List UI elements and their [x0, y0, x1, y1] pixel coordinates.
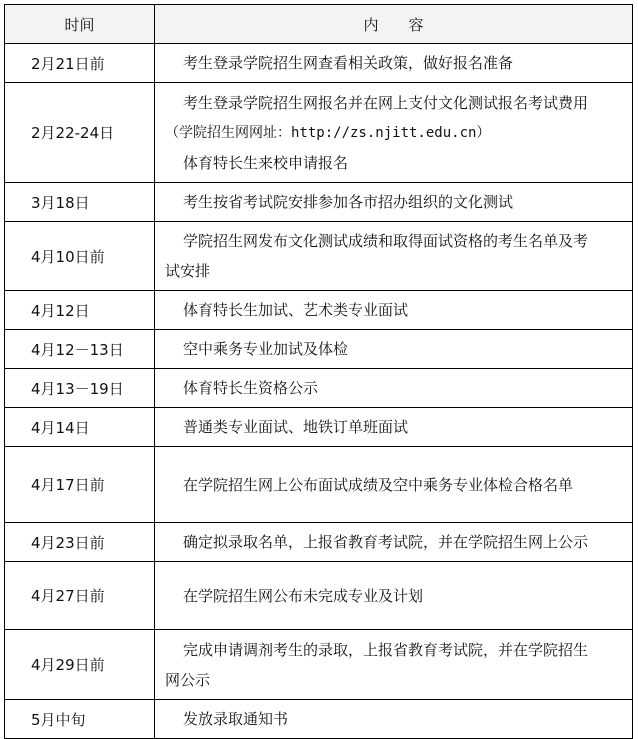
- admission-schedule-table: [4, 4, 633, 739]
- row-time: 3月18日: [5, 183, 155, 222]
- table-header-row: [5, 5, 633, 44]
- row-content: [155, 562, 633, 630]
- row-time: 4月27日前: [5, 562, 155, 630]
- table-row: [5, 83, 633, 183]
- row-time: 4月23日前: [5, 523, 155, 562]
- table-row: [5, 447, 633, 523]
- table-row: [5, 408, 633, 447]
- row-content-line: 考生登录学院招生网报名并在网上支付文化测试报名考试费用: [183, 93, 589, 112]
- table-row: [5, 183, 633, 222]
- row-content-line: 体育特长生来校申请报名: [183, 153, 349, 172]
- row-time: 4月12日: [5, 291, 155, 330]
- table-row: [5, 369, 633, 408]
- header-time: 时间: [5, 5, 155, 44]
- row-time: 4月12－13日: [5, 330, 155, 369]
- row-content: [155, 183, 633, 222]
- row-content-line: 在学院招生网公布未完成专业及计划: [183, 586, 424, 605]
- row-time: 4月10日前: [5, 222, 155, 291]
- table-row: [5, 44, 633, 83]
- row-time: 4月29日前: [5, 630, 155, 700]
- row-content: [155, 523, 633, 562]
- row-content-line: 考生登录学院招生网查看相关政策，做好报名准备: [183, 54, 514, 72]
- table-row: [5, 330, 633, 369]
- header-content: 内 容: [155, 5, 633, 44]
- row-time: 5月中旬: [5, 700, 155, 739]
- row-time: 4月13－19日: [5, 369, 155, 408]
- row-content-line: 网公示: [165, 670, 211, 689]
- row-content-line: 体育特长生加试、艺术类专业面试: [183, 301, 409, 319]
- row-time: 2月21日前: [5, 44, 155, 83]
- table-row: [5, 523, 633, 562]
- table-row: [5, 291, 633, 330]
- row-content-line: 考生按省考试院安排参加各市招办组织的文化测试: [183, 193, 514, 211]
- row-content: [155, 291, 633, 330]
- row-content: [155, 330, 633, 369]
- row-content-line: 体育特长生资格公示: [183, 379, 319, 397]
- table-row: [5, 562, 633, 630]
- row-content-line: 完成申请调剂考生的录取，上报省教育考试院，并在学院招生: [183, 640, 589, 659]
- row-content: [155, 44, 633, 83]
- row-content-line: 试安排: [165, 262, 211, 280]
- row-content-line: 确定拟录取名单，上报省教育考试院，并在学院招生网上公示: [183, 533, 589, 551]
- row-time: 4月17日前: [5, 447, 155, 523]
- row-content-line: 学院招生网发布文化测试成绩和取得面试资格的考生名单及考: [183, 232, 589, 250]
- row-content: [155, 630, 633, 700]
- row-content: [155, 447, 633, 523]
- table-row: [5, 222, 633, 291]
- row-content: [155, 83, 633, 183]
- row-time: 2月22-24日: [5, 83, 155, 183]
- row-content: [155, 222, 633, 291]
- row-content-line: （学院招生网网址：http://zs.njitt.edu.cn）: [165, 124, 491, 141]
- row-content-line: 空中乘务专业加试及体检: [183, 340, 349, 358]
- row-content-line: 发放录取通知书: [183, 710, 289, 728]
- row-content: [155, 700, 633, 739]
- table-row: [5, 630, 633, 700]
- row-content-line: 在学院招生网上公布面试成绩及空中乘务专业体检合格名单: [183, 475, 574, 494]
- row-content: [155, 369, 633, 408]
- row-content-line: 普通类专业面试、地铁订单班面试: [183, 418, 409, 436]
- row-content: [155, 408, 633, 447]
- table-row: [5, 700, 633, 739]
- row-time: 4月14日: [5, 408, 155, 447]
